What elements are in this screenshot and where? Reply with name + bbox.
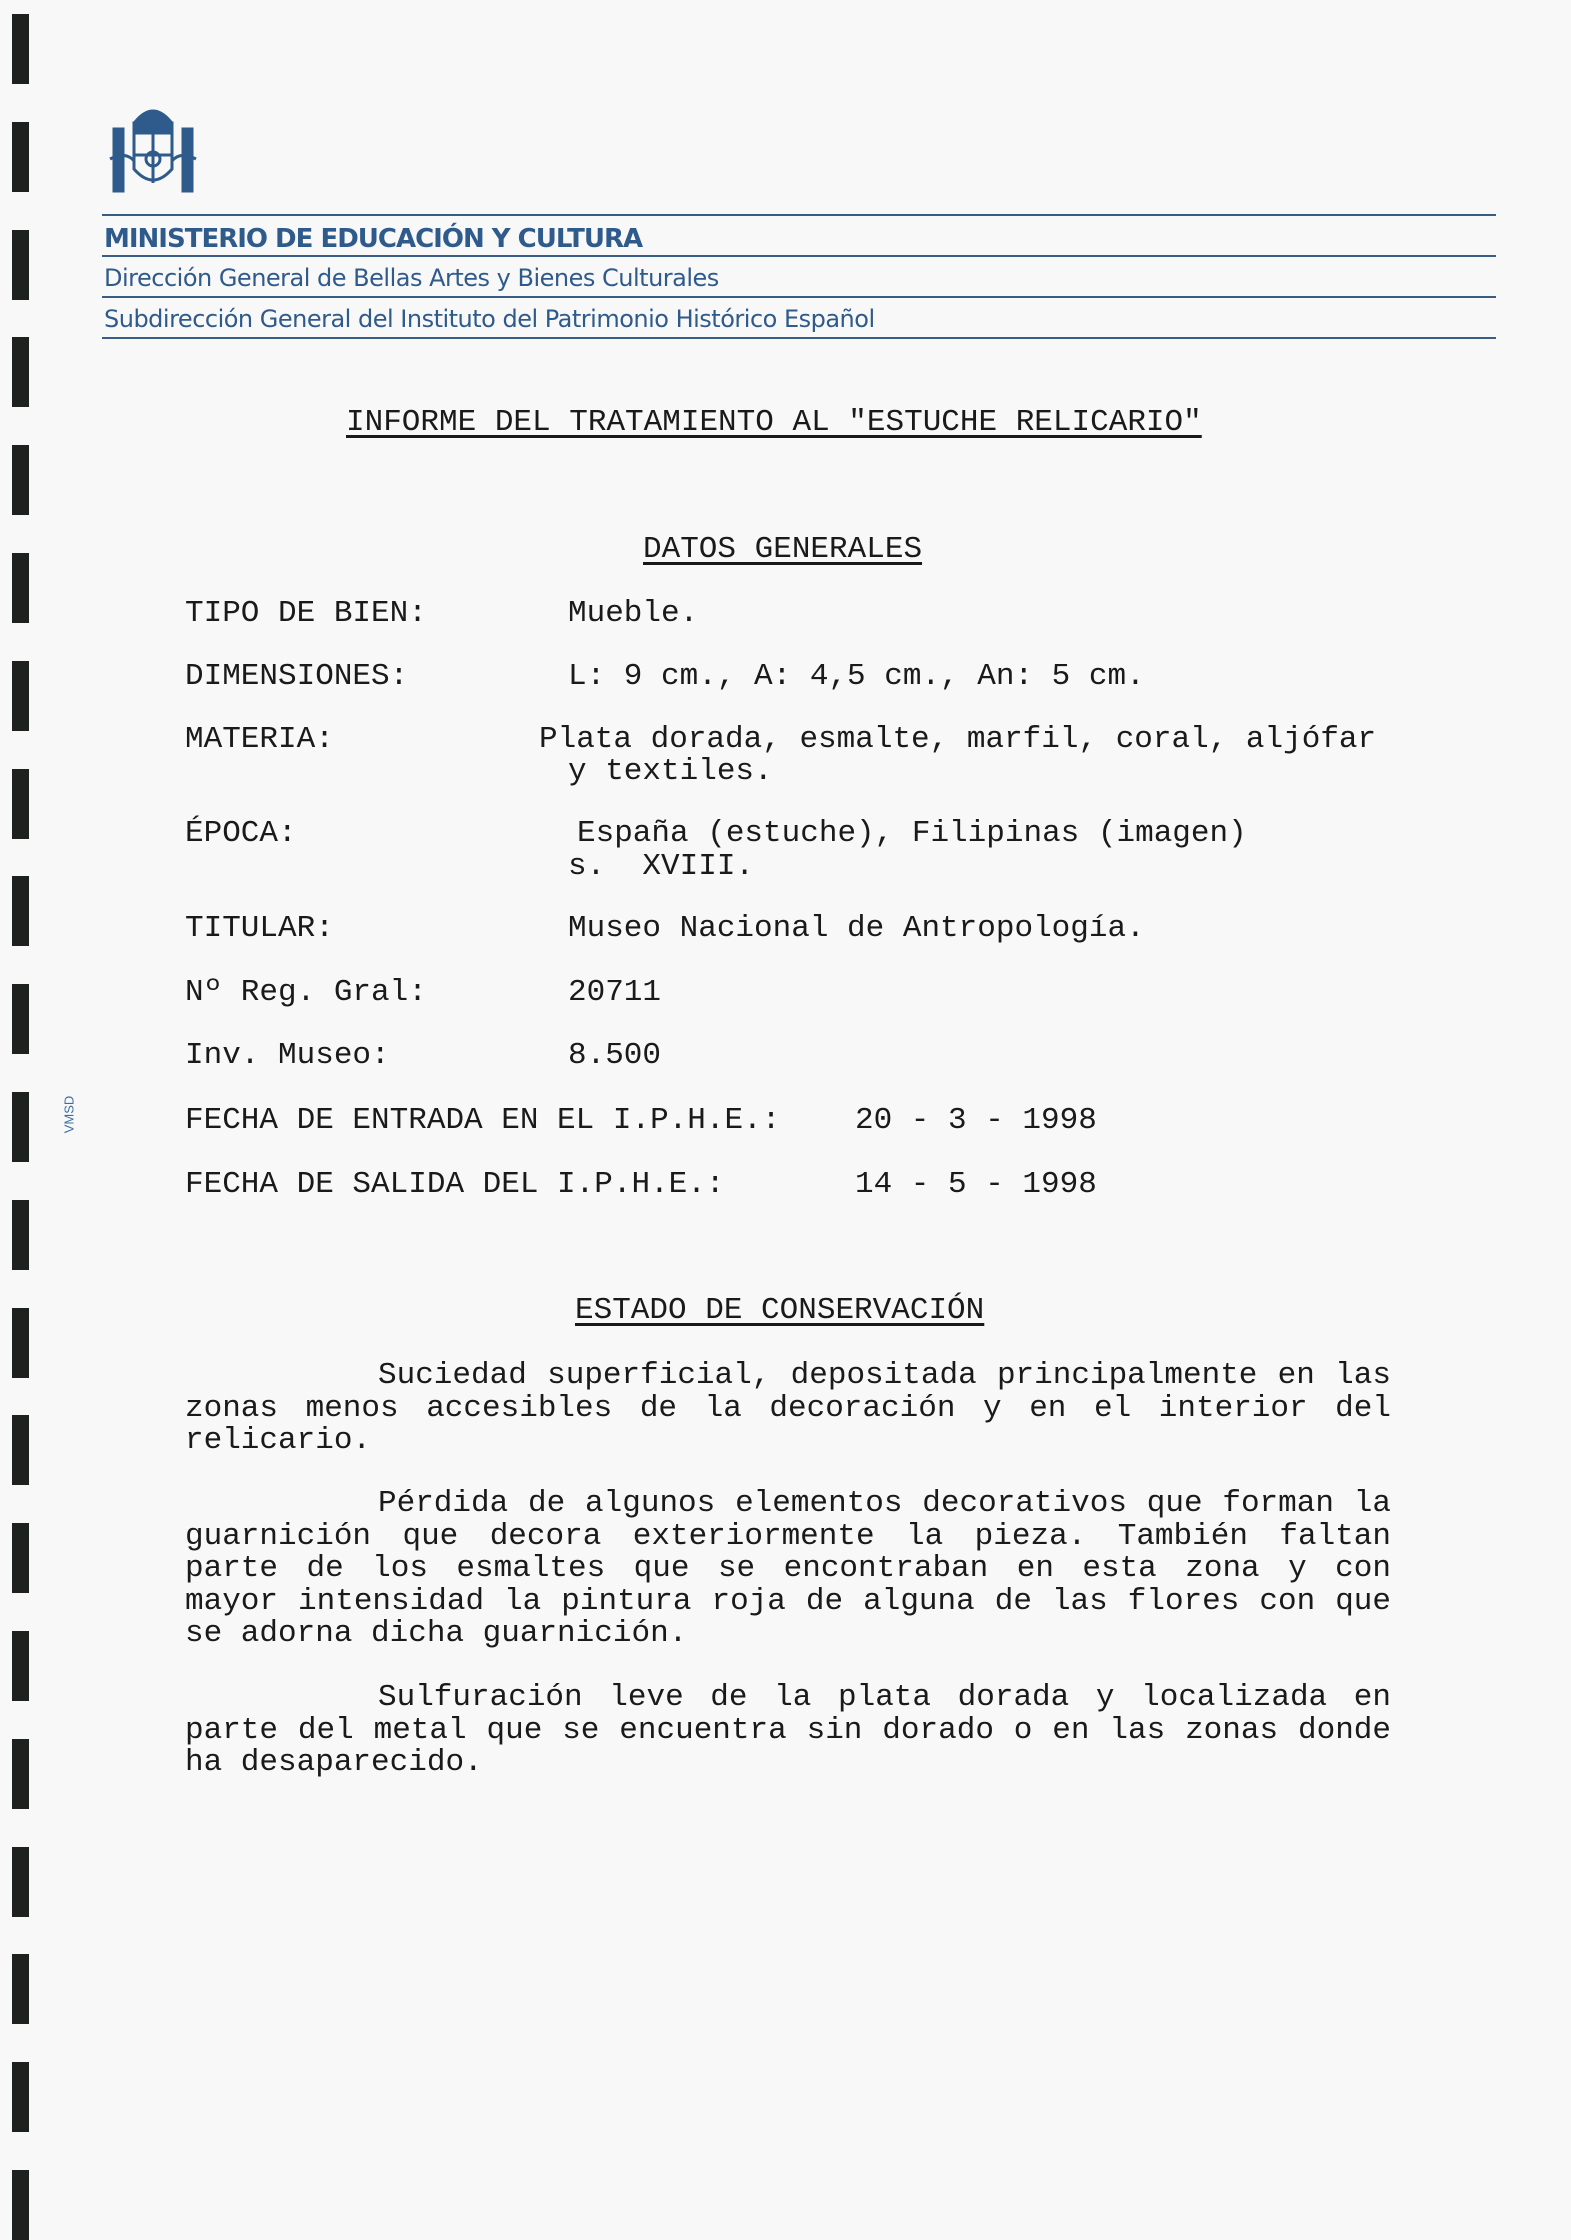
epoca-value: España (estuche), Filipinas (imagen) (577, 816, 1247, 851)
binding-hole-mark (12, 1954, 29, 2024)
binding-hole-mark (12, 1847, 29, 1917)
materia-value: Plata dorada, esmalte, marfil, coral, aljófar (539, 722, 1377, 757)
subdirectorate-name: Subdirección General del Instituto del Patrimonio Histórico Español (104, 305, 875, 333)
binding-hole-mark (12, 1092, 29, 1162)
binding-hole-mark (12, 769, 29, 839)
binding-hole-mark (12, 984, 29, 1054)
binding-hole-mark (12, 2062, 29, 2132)
inv-value: 8.500 (568, 1038, 662, 1073)
entrada-label: FECHA DE ENTRADA EN EL I.P.H.E.: (185, 1103, 781, 1138)
reg-label: Nº Reg. Gral: (185, 975, 427, 1010)
section-heading-general: DATOS GENERALES (643, 532, 923, 567)
binding-hole-mark (12, 1415, 29, 1485)
epoca-label: ÉPOCA: (185, 816, 297, 851)
binding-hole-mark (12, 14, 29, 84)
epoca-value-cont: s. XVIII. (568, 849, 755, 884)
binding-hole-mark (12, 1739, 29, 1809)
header-rule (102, 337, 1496, 339)
conservation-paragraph: Pérdida de algunos elementos decorativos que forman la guarnición que decora exteriormente la pieza. También faltan parte de los esmaltes que se encontraban en esta zona y con mayor intensidad la pintura roja de alguna de las flores con que se adorna dicha guarnición. (185, 1486, 1391, 1651)
binding-hole-mark (12, 122, 29, 192)
dimensiones-value: L: 9 cm., A: 4,5 cm., An: 5 cm. (568, 659, 1145, 694)
binding-hole-mark (12, 553, 29, 623)
header-rule (102, 255, 1496, 257)
titular-label: TITULAR: (185, 911, 334, 946)
directorate-name: Dirección General de Bellas Artes y Bienes Culturales (104, 264, 719, 292)
materia-value-cont: y textiles. (568, 754, 773, 789)
entrada-value: 20 - 3 - 1998 (855, 1103, 1097, 1138)
binding-hole-mark (12, 2170, 29, 2240)
binding-hole-mark (12, 661, 29, 731)
conservation-paragraph: Sulfuración leve de la plata dorada y localizada en parte del metal que se encuentra sin dorado o en las zonas donde ha desaparecido. (185, 1680, 1391, 1780)
binding-hole-mark (12, 1200, 29, 1270)
binding-hole-mark (12, 1631, 29, 1701)
binding-hole-mark (12, 876, 29, 946)
binding-hole-mark (12, 230, 29, 300)
salida-value: 14 - 5 - 1998 (855, 1167, 1097, 1202)
binding-hole-mark (12, 445, 29, 515)
tipo-label: TIPO DE BIEN: (185, 596, 427, 631)
coat-of-arms-icon (106, 99, 200, 199)
ministry-name: MINISTERIO DE EDUCACIÓN Y CULTURA (104, 224, 643, 254)
binding-hole-mark (12, 1308, 29, 1378)
titular-value: Museo Nacional de Antropología. (568, 911, 1145, 946)
section-heading-conservation: ESTADO DE CONSERVACIÓN (575, 1293, 985, 1328)
tipo-value: Mueble. (568, 596, 699, 631)
header-rule (102, 296, 1496, 298)
materia-label: MATERIA: (185, 722, 334, 757)
binding-hole-mark (12, 1523, 29, 1593)
dimensiones-label: DIMENSIONES: (185, 659, 409, 694)
margin-stamp: VMSD (61, 1095, 77, 1134)
inv-label: Inv. Museo: (185, 1038, 390, 1073)
header-rule (102, 214, 1496, 216)
binding-hole-mark (12, 337, 29, 407)
conservation-paragraph: Suciedad superficial, depositada principalmente en las zonas menos accesibles de la decoración y en el interior del relicario. (185, 1358, 1391, 1458)
document-title: INFORME DEL TRATAMIENTO AL "ESTUCHE RELICARIO" (346, 405, 1202, 440)
salida-label: FECHA DE SALIDA DEL I.P.H.E.: (185, 1167, 725, 1202)
reg-value: 20711 (568, 975, 662, 1010)
